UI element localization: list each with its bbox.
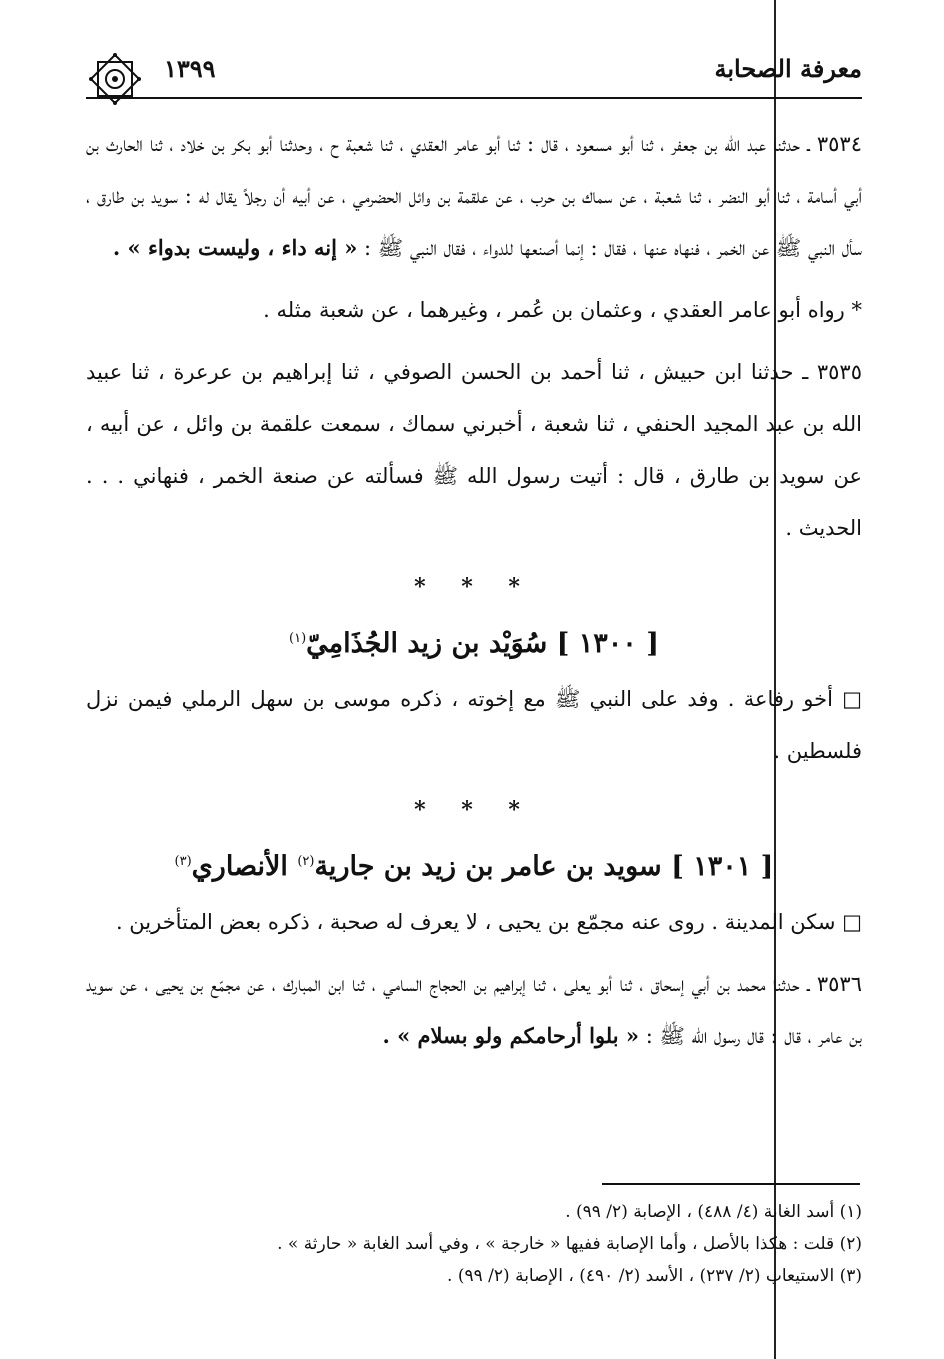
entry-1301-title-part1: [ ١٣٠١ ] سويد بن عامر بن زيد بن جارية <box>314 851 774 882</box>
main-text <box>86 118 862 1062</box>
footnote-ref-3: (٣) <box>174 854 192 869</box>
octagonal-star-ornament-icon <box>86 50 144 108</box>
hadith-3534-quote: « إنه داء ، وليست بدواء » . <box>112 235 358 260</box>
entry-1301-text: □ سكن المدينة . روى عنه مجمّع بن يحيى ، لا يعرف له صحبة ، ذكره بعض المتأخرين . <box>115 910 862 934</box>
section-separator-1: * * * <box>414 574 534 600</box>
footnote-1: (١) أسد الغابة (٤/ ٤٨٨) ، الإصابة (٢/ ٩٩) . <box>565 1202 862 1222</box>
entry-1300-text: □ أخو رفاعة . وفد على النبي ﷺ مع إخوته ، ذكره موسى بن سهل الرملي فيمن نزل فلسطين . <box>86 687 862 763</box>
footnote-3: (٣) الاستيعاب (٢/ ٢٣٧) ، الأسد (٢/ ٤٩٠) ، الإصابة (٢/ ٩٩) . <box>447 1266 862 1286</box>
page-number: ١٣٩٩ <box>164 54 216 83</box>
hadith-3534 <box>86 118 862 274</box>
entry-1301-heading <box>86 833 862 896</box>
footnote-ref-1: (١) <box>289 631 307 646</box>
riwaya-note: * رواه أبو عامر العقدي ، وعثمان بن عُمر ، وغيرهما ، عن شعبة مثله . <box>263 298 862 322</box>
header-rule <box>86 97 862 99</box>
entry-1300-title: [ ١٣٠٠ ] سُوَيْد بن زيد الجُذَامِيّ <box>306 628 659 659</box>
footnote-rule <box>602 1183 860 1185</box>
footnote-ref-2: (٢) <box>297 854 315 869</box>
footnote-2: (٢) قلت : هكذا بالأصل ، وأما الإصابة ففيها « خارجة » ، وفي أسد الغابة « حارثة » . <box>277 1234 862 1254</box>
footnotes <box>86 1196 862 1292</box>
book-title: معرفة الصحابة <box>714 54 862 83</box>
hadith-3534-text: ٣٥٣٤ ـ حدثنا عبد الله بن جعفر ، ثنا أبو مسعود ، قال : ثنا أبو عامر العقدي ، ثنا شعبة ح ، وحدثنا أبو بكر بن خلاد ، ثنا الحارث بن أبي أسامة ، ثنا أبو النضر ، ثنا شعبة ، عن سماك بن حرب ، عن علقمة بن وائل الحضرمي ، عن أبيه أن رجلاً يقال له : سويد بن طارق ، سأل النبي ﷺ عن الخمر ، فنهاه عنها ، فقال : إنما أصنعها للدواء ، فقال النبي ﷺ : <box>86 132 862 260</box>
hadith-3535: ٣٥٣٥ ـ حدثنا ابن حبيش ، ثنا أحمد بن الحسن الصوفي ، ثنا إبراهيم بن عرعرة ، ثنا عبيد الله بن عبد المجيد الحنفي ، ثنا شعبة ، أخبرني سماك ، سمعت علقمة بن وائل ، عن أبيه ، عن سويد بن طارق ، قال : أتيت رسول الله ﷺ فسألته عن صنعة الخمر ، فنهاني . . . الحديث . <box>86 360 862 540</box>
hadith-3536-quote: « بلوا أرحامكم ولو بسلام » . <box>382 1023 640 1048</box>
hadith-3536 <box>86 958 862 1062</box>
section-separator-2: * * * <box>414 797 534 823</box>
entry-1300-heading <box>86 610 862 673</box>
entry-1301-title-part2: الأنصاري <box>191 851 298 882</box>
page-header <box>86 50 862 100</box>
hadith-3536-text: ٣٥٣٦ ـ حدثنا محمد بن أبي إسحاق ، ثنا أبو يعلى ، ثنا إبراهيم بن الحجاج السامي ، ثنا ابن المبارك ، عن مجمّع بن يحيى ، عن سويد بن عامر ، قال : قال رسول الله ﷺ : <box>86 972 862 1048</box>
